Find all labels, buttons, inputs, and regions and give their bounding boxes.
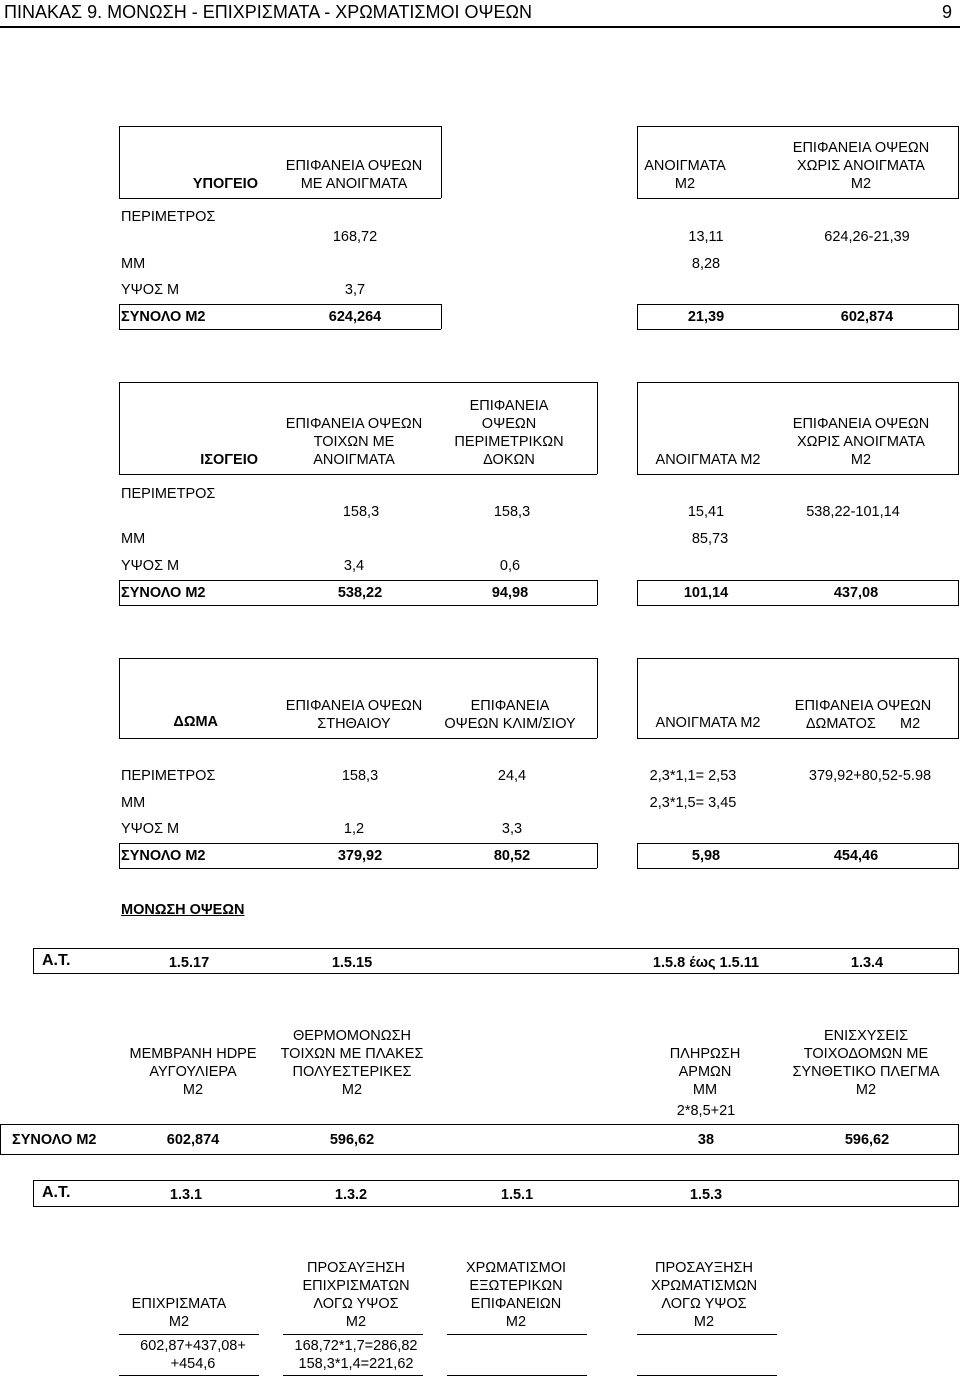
value-cell: 15,41	[687, 504, 725, 520]
total-value: 624,264	[328, 309, 382, 325]
col-header: ΧΡΩΜΑΤΙΣΜΟΙ ΕΞΩΤΕΡΙΚΩΝ ΕΠΙΦΑΝΕΙΩΝ Μ2	[465, 1260, 567, 1330]
total-value: 5,98	[691, 848, 721, 864]
value-cell: 158,3	[341, 768, 379, 784]
total-value: 596,62	[844, 1132, 890, 1148]
value-cell: 158,3	[493, 504, 531, 520]
code-value: 1.5.1	[500, 1187, 534, 1203]
total-label: ΣΥΝΟΛΟ Μ2	[121, 309, 206, 325]
total-value: 602,874	[166, 1132, 220, 1148]
value-cell: 2,3*1,5= 3,45	[649, 795, 737, 811]
col-header: ΠΛΗΡΩΣΗ ΑΡΜΩΝ ΜΜ	[669, 1046, 741, 1098]
col-header: ΕΝΙΣΧΥΣΕΙΣ ΤΟΙΧΟΔΟΜΩΝ ΜΕ ΣΥΝΘΕΤΙΚΟ ΠΛΕΓΜΑ Μ2	[792, 1028, 940, 1098]
value-cell: 0,6	[499, 558, 521, 574]
total-label: ΣΥΝΟΛΟ Μ2	[121, 848, 206, 864]
code-value: 1.5.15	[331, 955, 373, 971]
total-value: 94,98	[491, 585, 529, 601]
col-header: ΘΕΡΜΟΜΟΝΩΣΗ ΤΟΙΧΩΝ ΜΕ ΠΛΑΚΕΣ ΠΟΛΥΕΣΤΕΡΙΚΕΣ Μ2	[280, 1028, 424, 1098]
row-label: ΜΜ	[121, 531, 146, 547]
code-value: 1.5.8 έως 1.5.11	[652, 955, 760, 971]
total-value: 538,22	[337, 585, 383, 601]
value-cell: 8,28	[691, 256, 721, 272]
section-label: ΥΠΟΓΕΙΟ	[192, 176, 258, 192]
total-value: 38	[697, 1132, 715, 1148]
col-header: ΕΠΙΦΑΝΕΙΑ ΟΨΕΩΝ ΧΩΡΙΣ ΑΝΟΙΓΜΑΤΑ Μ2	[792, 140, 930, 192]
page-number: 9	[942, 2, 953, 22]
value-cell: 85,73	[691, 531, 729, 547]
col-header: ΕΠΙΦΑΝΕΙΑ ΟΨΕΩΝ ΚΛΙΜ/ΣΙΟΥ	[444, 698, 576, 732]
col-header: ΕΠΙΦΑΝΕΙΑ ΟΨΕΩΝ ΧΩΡΙΣ ΑΝΟΙΓΜΑΤΑ Μ2	[792, 416, 930, 468]
col-header: ΠΡΟΣΑΥΞΗΣΗ ΧΡΩΜΑΤΙΣΜΩΝ ΛΟΓΩ ΥΨΟΣ Μ2	[650, 1260, 758, 1330]
row-label: ΠΕΡΙΜΕΤΡΟΣ	[121, 209, 216, 225]
row-label: ΥΨΟΣ Μ	[121, 558, 180, 574]
value-cell: 624,26-21,39	[824, 229, 910, 245]
value-cell: 3,4	[343, 558, 365, 574]
code-value: 1.3.2	[334, 1187, 368, 1203]
total-value: 596,62	[329, 1132, 375, 1148]
total-value: 80,52	[493, 848, 531, 864]
value-cell: 2,3*1,1= 2,53	[649, 768, 737, 784]
col-header: ΕΠΙΦΑΝΕΙΑ ΟΨΕΩΝ ΔΩΜΑΤΟΣ Μ2	[794, 698, 932, 732]
value-cell: 602,87+437,08+ +454,6	[140, 1338, 246, 1372]
total-value: 379,92	[337, 848, 383, 864]
col-header: ΑΝΟΙΓΜΑΤΑ Μ2	[655, 715, 761, 731]
value-cell: 3,3	[501, 821, 523, 837]
code-value: 1.5.17	[168, 955, 210, 971]
header-rule	[0, 26, 960, 28]
total-value: 437,08	[833, 585, 879, 601]
value-cell: 158,3	[342, 504, 380, 520]
total-value: 454,46	[833, 848, 879, 864]
value-cell: 24,4	[497, 768, 527, 784]
col-header: ΕΠΙΧΡΙΣΜΑΤΑ Μ2	[131, 1296, 227, 1330]
col-header: ΕΠΙΦΑΝΕΙΑ ΟΨΕΩΝ ΤΟΙΧΩΝ ΜΕ ΑΝΟΙΓΜΑΤΑ	[285, 416, 423, 468]
row-label: ΠΕΡΙΜΕΤΡΟΣ	[121, 768, 216, 784]
value-cell: 13,11	[688, 229, 724, 245]
code-label: Α.Τ.	[42, 952, 71, 969]
section-label: ΙΣΟΓΕΙΟ	[200, 452, 258, 468]
col-header: ΑΝΟΙΓΜΑΤΑ Μ2	[655, 452, 761, 468]
code-value: 1.3.1	[169, 1187, 203, 1203]
page-title: ΠΙΝΑΚΑΣ 9. ΜΟΝΩΣΗ - ΕΠΙΧΡΙΣΜΑΤΑ - ΧΡΩΜΑΤΙΣΜΟΙ ΟΨΕΩΝ	[4, 2, 532, 22]
value-cell: 168,72*1,7=286,82 158,3*1,4=221,62	[294, 1338, 418, 1372]
total-label: ΣΥΝΟΛΟ Μ2	[121, 585, 206, 601]
code-value: 1.5.3	[689, 1187, 723, 1203]
col-header: ΑΝΟΙΓΜΑΤΑ Μ2	[644, 158, 726, 192]
total-value: 21,39	[687, 309, 725, 325]
row-label: ΜΜ	[121, 256, 146, 272]
col-header: ΜΕΜΒΡΑΝΗ HDPE ΑΥΓΟΥΛΙΕΡΑ Μ2	[129, 1046, 257, 1098]
col-header: ΕΠΙΦΑΝΕΙΑ ΟΨΕΩΝ ΣΤΗΘΑΙΟΥ	[285, 698, 423, 732]
row-label: ΥΨΟΣ Μ	[121, 821, 180, 837]
row-label: ΜΜ	[121, 795, 146, 811]
value-cell: 2*8,5+21	[676, 1103, 736, 1119]
code-label: Α.Τ.	[42, 1184, 71, 1201]
col-header: ΠΡΟΣΑΥΞΗΣΗ ΕΠΙΧΡΙΣΜΑΤΩΝ ΛΟΓΩ ΥΨΟΣ Μ2	[302, 1260, 410, 1330]
row-label: ΥΨΟΣ Μ	[121, 282, 180, 298]
section-title: ΜΟΝΩΣΗ ΟΨΕΩΝ	[121, 902, 245, 918]
total-value: 101,14	[683, 585, 729, 601]
col-header: ΕΠΙΦΑΝΕΙΑ ΟΨΕΩΝ ΜΕ ΑΝΟΙΓΜΑΤΑ	[285, 158, 423, 192]
col-header: ΕΠΙΦΑΝΕΙΑ ΟΨΕΩΝ ΠΕΡΙΜΕΤΡΙΚΩΝ ΔΟΚΩΝ	[454, 398, 564, 468]
total-value: 602,874	[840, 309, 894, 325]
value-cell: 1,2	[343, 821, 365, 837]
row-label: ΠΕΡΙΜΕΤΡΟΣ	[121, 486, 216, 502]
value-cell: 379,92+80,52-5.98	[808, 768, 932, 784]
value-cell: 538,22-101,14	[806, 504, 900, 520]
value-cell: 3,7	[344, 282, 366, 298]
total-label: ΣΥΝΟΛΟ Μ2	[12, 1132, 97, 1148]
section-label: ΔΩΜΑ	[173, 714, 218, 730]
value-cell: 168,72	[332, 229, 378, 245]
code-value: 1.3.4	[850, 955, 884, 971]
